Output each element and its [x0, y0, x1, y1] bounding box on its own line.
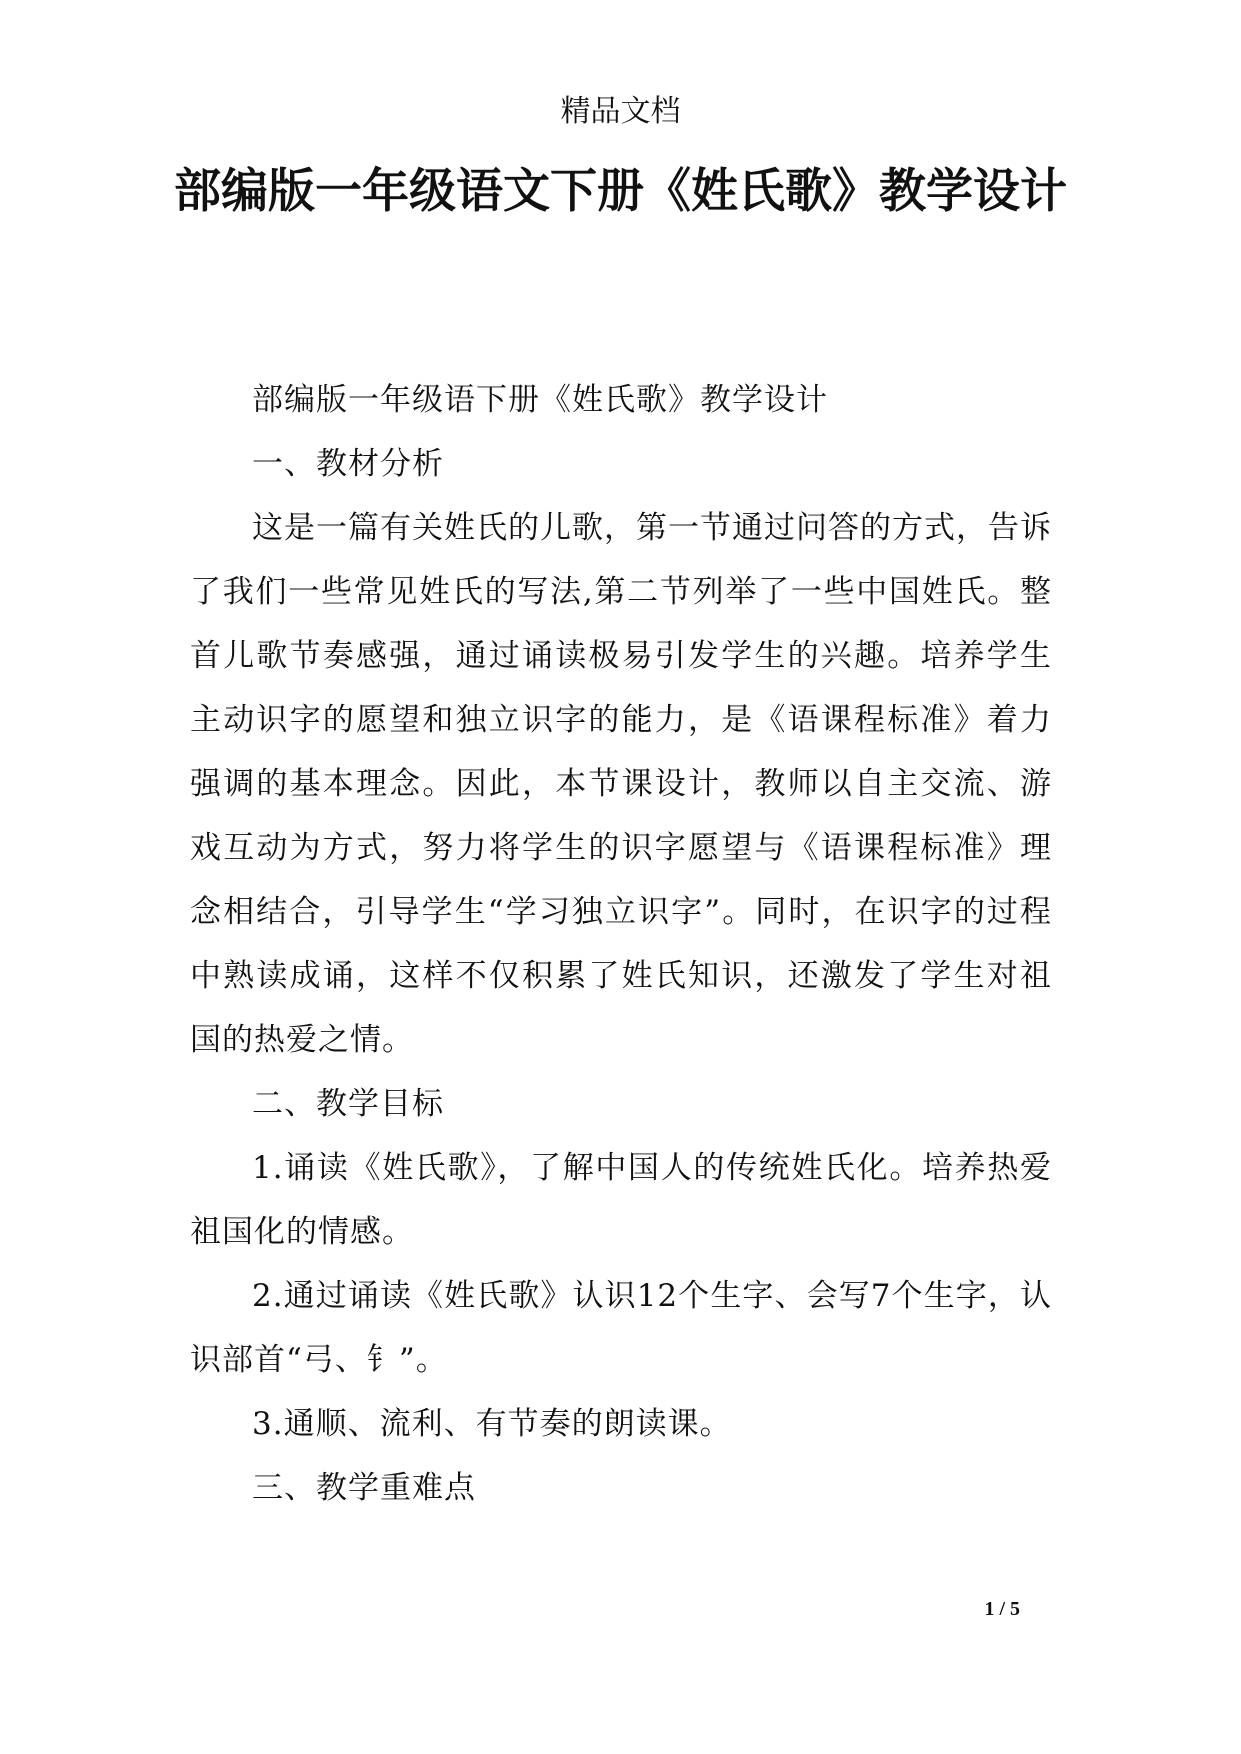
page-header: 精品文档	[560, 94, 681, 129]
goal-item-2: 2.通过诵读《姓氏歌》认识12个生字、会写7个生字，认识部首“弓、钅”。	[190, 1278, 1052, 1378]
page-number: 1 / 5	[984, 1598, 1020, 1620]
goal-item-1: 1.诵读《姓氏歌》，了解中国人的传统姓氏化。培养热爱祖国化的情感。	[190, 1150, 1052, 1250]
section-heading-key-points: 三、教学重难点	[252, 1470, 476, 1506]
section-heading-textbook-analysis: 一、教材分析	[252, 446, 444, 482]
paragraph-textbook-analysis: 这是一篇有关姓氏的儿歌，第一节通过问答的方式，告诉了我们一些常见姓氏的写法,第二节列举了一些中国姓氏。整首儿歌节奏感强，通过诵读极易引发学生的兴趣。培养学生主动识字的愿望和独立识字的能力，是《语课程标准》着力强调的基本理念。因此，本节课设计，教师以自主交流、游戏互动为方式，努力将学生的识字愿望与《语课程标准》理念相结合，引导学生“学习独立识字”。同时，在识字的过程中熟读成诵，这样不仅积累了姓氏知识，还激发了学生对祖国的热爱之情。	[190, 510, 1052, 1058]
section-heading-teaching-goals: 二、教学目标	[252, 1086, 444, 1122]
document-title: 部编版一年级语文下册《姓氏歌》教学设计	[174, 164, 1067, 219]
goal-item-3: 3.通顺、流利、有节奏的朗读课。	[252, 1406, 732, 1442]
subtitle-line: 部编版一年级语下册《姓氏歌》教学设计	[252, 382, 828, 418]
document-body	[190, 368, 1052, 1520]
